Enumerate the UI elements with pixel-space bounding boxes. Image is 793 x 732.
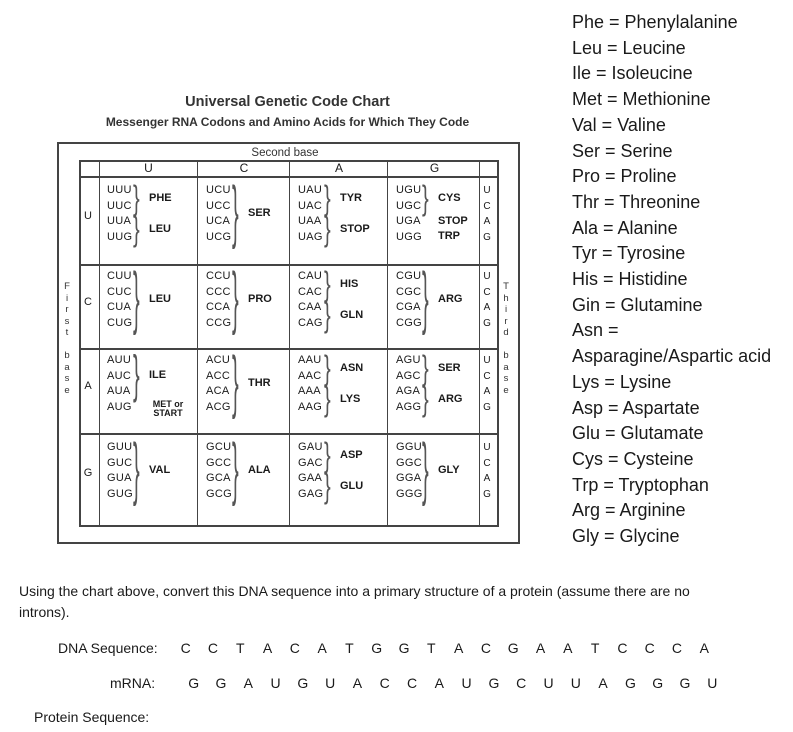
codon-AAC: AAC	[298, 369, 322, 382]
codon-UAC: UAC	[298, 199, 323, 212]
legend-entry: Ile = Isoleucine	[572, 63, 693, 84]
codon-CAC: CAC	[298, 285, 323, 298]
legend-entry: Phe = Phenylalanine	[572, 12, 738, 32]
third-base-letter: h	[503, 292, 509, 304]
legend-entry: Lys = Lysine	[572, 371, 672, 392]
nucleotide: C	[644, 640, 655, 656]
legend-entry: Val = Valine	[572, 114, 666, 135]
amino-acid-his: HIS	[340, 277, 359, 290]
first-base-letter: s	[64, 315, 70, 327]
nucleotide: G	[507, 640, 519, 656]
codon-AAA: AAA	[298, 385, 321, 397]
nucleotide: T	[345, 640, 354, 656]
third-base-C: C	[483, 286, 491, 298]
codon-ACG: ACG	[206, 400, 231, 413]
mrna-label: mRNA:	[110, 675, 156, 691]
question-text: Using the chart above, convert this DNA sequence into a primary structure of a protein (assume there are no introns).	[19, 583, 690, 620]
nucleotide: G	[188, 675, 200, 691]
codon-UUA: UUA	[107, 215, 132, 227]
legend-entry: Cys = Cysteine	[572, 448, 694, 469]
codon-AGC: AGC	[396, 369, 421, 382]
nucleotide: C	[207, 640, 218, 656]
nucleotide: G	[652, 675, 664, 691]
nucleotide: A	[352, 675, 363, 691]
mrna-sequence	[180, 675, 726, 691]
nucleotide: A	[699, 640, 709, 656]
codon-UUU: UUU	[107, 184, 132, 196]
row-label-U: U	[84, 210, 92, 222]
third-base-C: C	[483, 457, 491, 469]
first-base-letter: t	[65, 327, 69, 338]
codon-bracket: }	[422, 179, 429, 218]
legend-entry: Glu = Glutamate	[572, 423, 704, 444]
nucleotide: U	[543, 675, 554, 691]
nucleotide: A	[535, 640, 546, 656]
third-base-U: U	[483, 355, 491, 366]
third-base-G: G	[483, 488, 491, 500]
amino-acid-cys: CYS	[438, 191, 461, 204]
legend-entry: His = Histidine	[572, 269, 688, 290]
amino-acid-trp: TRP	[438, 230, 460, 243]
codon-bracket: }	[422, 433, 429, 509]
codon-UCC: UCC	[206, 199, 231, 212]
column-divider	[479, 160, 480, 527]
codon-bracket: }	[232, 433, 239, 509]
amino-acid-gly: GLY	[438, 464, 460, 476]
third-base-C: C	[483, 200, 491, 212]
first-base-letter: r	[65, 304, 69, 315]
legend-entry: Trp = Tryptophan	[572, 474, 709, 495]
codon-bracket: }	[133, 347, 140, 405]
legend-entry: Asn =	[572, 320, 619, 341]
codon-bracket: }	[133, 179, 140, 218]
codon-GUG: GUG	[107, 487, 133, 500]
codon-CUG: CUG	[107, 316, 133, 329]
codon-bracket: }	[422, 380, 429, 419]
codon-bracket: }	[324, 265, 331, 304]
third-base-G: G	[483, 401, 491, 413]
codon-AGG: AGG	[396, 400, 422, 413]
nucleotide: T	[235, 640, 245, 656]
nucleotide: A	[262, 640, 273, 656]
codon-UGU: UGU	[396, 184, 422, 196]
amino-acid-lys: LYS	[340, 392, 361, 405]
codon-GCC: GCC	[206, 456, 232, 469]
third-base-G: G	[483, 317, 491, 329]
legend-entry: Ser = Serine	[572, 140, 673, 161]
amino-acid-thr: THR	[248, 377, 271, 389]
nucleotide: G	[297, 675, 309, 691]
amino-acid-leu: LEU	[149, 293, 171, 305]
third-base-C: C	[483, 370, 491, 382]
codon-CUC: CUC	[107, 285, 132, 298]
amino-acid-pro: PRO	[248, 293, 272, 305]
amino-acid-stop: STOP	[438, 214, 468, 227]
third-base-letter: r	[504, 315, 508, 327]
codon-UGA: UGA	[396, 215, 421, 227]
third-base-letter: d	[503, 327, 509, 338]
legend-entry: Tyr = Tyrosine	[572, 243, 686, 264]
codon-CGU: CGU	[396, 270, 422, 282]
codon-CUU: CUU	[107, 270, 132, 282]
codon-GUU: GUU	[107, 441, 133, 453]
codon-UGG: UGG	[396, 230, 422, 243]
column-header-U: U	[144, 161, 153, 175]
codon-ACA: ACA	[206, 385, 230, 397]
nucleotide: C	[289, 640, 300, 656]
codon-AGU: AGU	[396, 354, 421, 366]
codon-GAG: GAG	[298, 487, 324, 500]
codon-bracket: }	[232, 346, 239, 422]
second-base-label: Second base	[251, 147, 319, 159]
codon-CGG: CGG	[396, 316, 422, 329]
dna-sequence-label: DNA Sequence:	[58, 640, 158, 656]
legend-entry: Leu = Leucine	[572, 37, 686, 58]
row-label-C: C	[84, 296, 92, 308]
legend-entry: Gly = Glycine	[572, 526, 680, 547]
nucleotide: U	[570, 675, 581, 691]
codon-GCG: GCG	[206, 487, 232, 500]
amino-acid-leu: LEU	[149, 222, 171, 235]
codon-AUU: AUU	[107, 354, 132, 366]
codon-GAU: GAU	[298, 441, 323, 453]
nucleotide: C	[406, 675, 418, 691]
third-base-letter: i	[504, 304, 508, 315]
column-header-C: C	[239, 161, 249, 175]
first-base-letter: e	[64, 384, 70, 396]
nucleotide: G	[215, 675, 227, 691]
nucleotide: G	[371, 640, 383, 656]
codon-GAA: GAA	[298, 472, 323, 484]
nucleotide: C	[180, 640, 191, 656]
column-divider	[99, 160, 100, 527]
amino-acid-arg: ARG	[438, 293, 463, 305]
codon-GCA: GCA	[206, 472, 231, 484]
codon-CCU: CCU	[206, 270, 231, 282]
codon-ACU: ACU	[206, 354, 231, 366]
codon-GUC: GUC	[107, 456, 133, 469]
codon-UGC: UGC	[396, 199, 422, 212]
third-base-letter: T	[503, 281, 509, 292]
codon-GGA: GGA	[396, 472, 422, 484]
codon-UUC: UUC	[107, 199, 132, 212]
codon-bracket: }	[232, 262, 239, 338]
nucleotide: A	[434, 675, 444, 691]
nucleotide: C	[480, 640, 491, 656]
nucleotide: A	[598, 675, 608, 691]
third-base-U: U	[483, 271, 491, 282]
codon-bracket: }	[422, 349, 429, 388]
nucleotide: U	[707, 675, 718, 691]
third-base-A: A	[483, 216, 491, 227]
nucleotide: A	[243, 675, 253, 691]
codon-GCU: GCU	[206, 441, 232, 453]
legend-entry: Arg = Arginine	[572, 500, 686, 521]
nucleotide: G	[398, 640, 410, 656]
codon-GGG: GGG	[396, 487, 423, 500]
third-base-A: A	[483, 302, 491, 313]
legend-entry: Met = Methionine	[572, 89, 711, 110]
row-label-G: G	[83, 467, 93, 479]
legend-entry: Pro = Proline	[572, 166, 677, 187]
nucleotide: A	[317, 640, 327, 656]
codon-AUG: AUG	[107, 400, 132, 413]
nucleotide: G	[488, 675, 500, 691]
codon-CCA: CCA	[206, 301, 231, 313]
codon-bracket: }	[133, 262, 140, 338]
codon-bracket: }	[324, 349, 331, 388]
codon-CCG: CCG	[206, 316, 232, 329]
amino-acid-legend	[572, 10, 771, 550]
codon-CCC: CCC	[206, 285, 231, 298]
amino-acid-gln: GLN	[340, 308, 364, 321]
codon-bracket: }	[133, 210, 140, 249]
codon-AAG: AAG	[298, 400, 323, 413]
nucleotide: C	[516, 675, 527, 691]
nucleotide: G	[679, 675, 691, 691]
third-base-letter: a	[503, 361, 509, 373]
codon-UCU: UCU	[206, 184, 231, 196]
protein-sequence-label: Protein Sequence:	[34, 709, 150, 725]
third-base-U: U	[483, 442, 491, 453]
third-base-U: U	[483, 185, 491, 196]
codon-GUA: GUA	[107, 472, 132, 484]
codon-CAG: CAG	[298, 316, 323, 329]
amino-acid-arg: ARG	[438, 392, 463, 405]
codon-UCG: UCG	[206, 230, 232, 243]
codon-bracket: }	[324, 467, 331, 506]
codon-CAA: CAA	[298, 301, 322, 313]
codon-bracket: }	[133, 433, 140, 509]
amino-acid-ile: ILE	[149, 369, 167, 382]
codon-GGC: GGC	[396, 456, 422, 469]
legend-entry: Asp = Aspartate	[572, 397, 700, 418]
codon-bracket: }	[422, 262, 429, 338]
codon-GAC: GAC	[298, 456, 323, 469]
codon-GGU: GGU	[396, 441, 422, 453]
chart-title: Universal Genetic Code Chart	[185, 94, 390, 110]
amino-acid-ser: SER	[248, 207, 271, 219]
amino-acid-ser: SER	[438, 361, 461, 374]
codon-bracket: }	[324, 210, 331, 249]
column-header-A: A	[334, 161, 343, 175]
first-base-letter: i	[65, 292, 69, 304]
codon-bracket: }	[324, 380, 331, 419]
third-base-letter: b	[503, 350, 509, 361]
codon-CGA: CGA	[396, 301, 421, 313]
amino-acid-asp: ASP	[340, 448, 363, 461]
codon-bracket: }	[324, 296, 331, 335]
first-base-letter: a	[64, 361, 70, 373]
legend-entry: Gin = Glutamine	[572, 294, 703, 315]
codon-AAU: AAU	[298, 354, 322, 366]
codon-UAG: UAG	[298, 230, 323, 243]
codon-AUA: AUA	[107, 385, 131, 397]
nucleotide: U	[270, 675, 281, 691]
nucleotide: C	[617, 640, 628, 656]
amino-acid-glu: GLU	[340, 479, 364, 492]
codon-UUG: UUG	[107, 230, 133, 243]
amino-acid-stop: STOP	[340, 222, 370, 235]
amino-acid-ala: ALA	[248, 464, 271, 476]
codon-UAU: UAU	[298, 184, 323, 196]
codon-UCA: UCA	[206, 215, 231, 227]
codon-CUA: CUA	[107, 301, 132, 313]
nucleotide: U	[325, 675, 336, 691]
first-base-letter: b	[64, 350, 70, 361]
column-header-G: G	[429, 161, 440, 175]
nucleotide: A	[453, 640, 464, 656]
third-base-letter: e	[503, 384, 509, 396]
nucleotide: U	[461, 675, 472, 691]
codon-CAU: CAU	[298, 270, 323, 282]
first-base-letter: s	[64, 373, 70, 384]
nucleotide: T	[590, 640, 600, 656]
codon-AGA: AGA	[396, 385, 421, 397]
nucleotide: T	[427, 640, 436, 656]
nucleotide: A	[563, 640, 573, 656]
codon-CGC: CGC	[396, 285, 422, 298]
column-divider	[289, 160, 290, 527]
codon-ACC: ACC	[206, 369, 231, 382]
amino-acid-val: VAL	[149, 464, 171, 476]
column-divider	[197, 160, 198, 527]
third-base-letter: s	[503, 373, 509, 384]
third-base-A: A	[483, 473, 491, 484]
codon-AUC: AUC	[107, 369, 132, 382]
nucleotide: C	[379, 675, 390, 691]
amino-acid-asn: ASN	[340, 361, 364, 374]
legend-entry: Thr = Threonine	[572, 191, 701, 212]
codon-UAA: UAA	[298, 215, 322, 227]
amino-acid-phe: PHE	[149, 191, 172, 204]
nucleotide: G	[624, 675, 636, 691]
dna-sequence	[172, 640, 718, 656]
first-base-letter: F	[64, 281, 70, 292]
chart-subtitle: Messenger RNA Codons and Amino Acids for Which They Code	[105, 115, 470, 129]
legend-entry: Asparagine/Aspartic acid	[572, 346, 772, 367]
amino-acid-met-start: MET or START	[152, 398, 184, 418]
codon-bracket: }	[324, 179, 331, 218]
row-label-A: A	[84, 380, 92, 392]
third-base-G: G	[483, 231, 491, 243]
third-base-A: A	[483, 386, 491, 397]
codon-bracket: }	[324, 436, 331, 475]
legend-entry: Ala = Alanine	[572, 217, 678, 238]
nucleotide: C	[671, 640, 683, 656]
amino-acid-tyr: TYR	[340, 191, 362, 204]
column-divider	[387, 160, 388, 527]
codon-bracket: }	[232, 176, 239, 252]
